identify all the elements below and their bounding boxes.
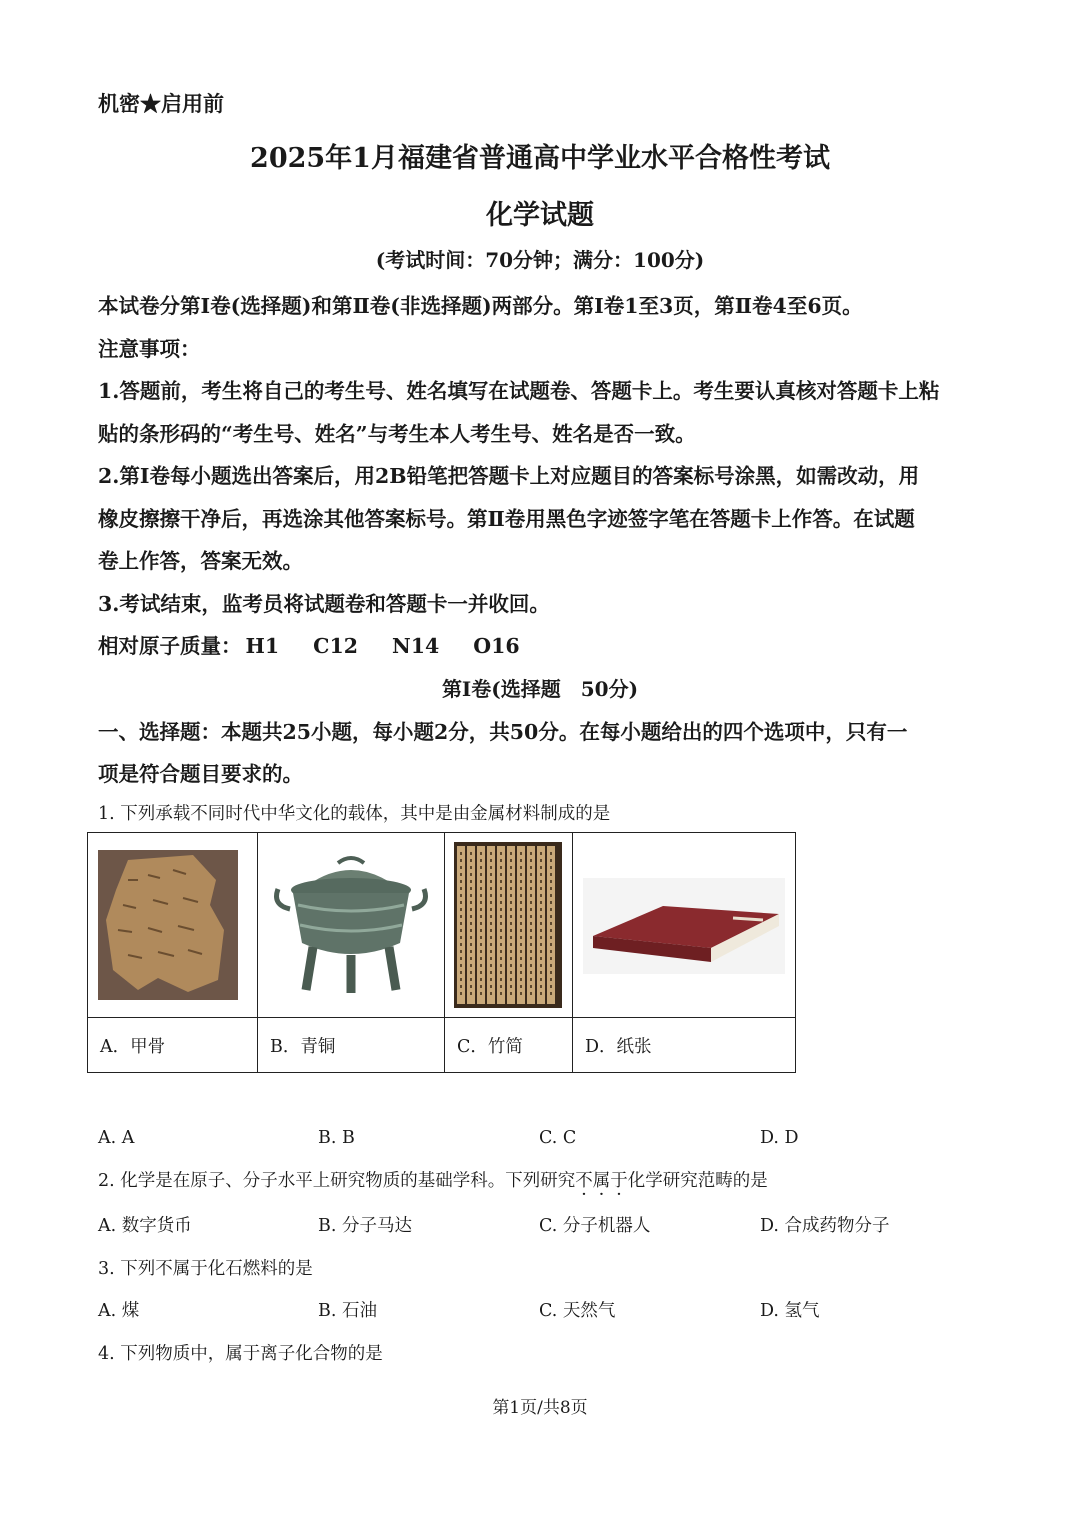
section-1-title: 第Ⅰ卷(选择题 50分) bbox=[441, 677, 639, 701]
notice-3: 3.考试结束，监考员将试题卷和答题卡一并收回。 bbox=[98, 592, 550, 616]
question-1-stem: 1. 下列承载不同时代中华文化的载体，其中是由金属材料制成的是 bbox=[98, 804, 611, 824]
confidential-label: 机密★启用前 bbox=[98, 91, 224, 116]
q3-option-b: B. 石油 bbox=[318, 1301, 377, 1321]
section-1-instructions-1: 一、选择题：本题共25小题，每小题2分，共50分。在每小题给出的四个选项中，只有一 bbox=[98, 720, 908, 744]
oracle-bone-image bbox=[98, 850, 238, 1000]
table-label-a: A．甲骨 bbox=[88, 1018, 258, 1073]
table-label-c: C．竹简 bbox=[445, 1018, 573, 1073]
notice-2-line-1: 2.第Ⅰ卷每小题选出答案后，用2B铅笔把答题卡上对应题目的答案标号涂黑，如需改动，用 bbox=[98, 464, 920, 488]
page-footer: 第1页/共8页 bbox=[492, 1398, 588, 1418]
mass-n: N14 bbox=[391, 634, 440, 658]
mass-o: O16 bbox=[473, 634, 520, 658]
mass-h: H1 bbox=[245, 634, 280, 658]
section-1-instructions-2: 项是符合题目要求的。 bbox=[98, 762, 303, 786]
exam-title: 2025年1月福建省普通高中学业水平合格性考试 bbox=[250, 143, 830, 174]
notice-1-line-2: 贴的条形码的“考生号、姓名”与考生本人考生号、姓名是否一致。 bbox=[98, 422, 696, 446]
notice-1-line-1: 1.答题前，考生将自己的考生号、姓名填写在试题卷、答题卡上。考生要认真核对答题卡上粘 bbox=[98, 379, 940, 403]
bronze-cell bbox=[258, 833, 445, 1018]
book-image bbox=[583, 878, 785, 974]
paper-structure: 本试卷分第Ⅰ卷(选择题)和第Ⅱ卷(非选择题)两部分。第Ⅰ卷1至3页，第Ⅱ卷4至6页。 bbox=[98, 294, 863, 318]
q1-option-c: C. C bbox=[539, 1128, 577, 1148]
notice-2-line-3: 卷上作答，答案无效。 bbox=[98, 549, 303, 573]
q1-option-d: D. D bbox=[760, 1128, 799, 1148]
subject-title: 化学试题 bbox=[486, 200, 594, 231]
q2-emphasis-char-3: 于 bbox=[610, 1171, 628, 1191]
q2-emphasis-char-2: 属 bbox=[592, 1171, 611, 1191]
q2-option-d: D. 合成药物分子 bbox=[760, 1216, 890, 1236]
question-3-stem: 3. 下列不属于化石燃料的是 bbox=[98, 1259, 313, 1279]
oracle-bone-cell bbox=[88, 833, 258, 1018]
q3-option-c: C. 天然气 bbox=[539, 1301, 616, 1321]
question-1-table bbox=[87, 832, 796, 1073]
atomic-masses bbox=[98, 629, 554, 659]
bamboo-slips-cell bbox=[445, 833, 573, 1018]
bamboo-slips-image bbox=[454, 842, 562, 1008]
mass-c: C12 bbox=[313, 634, 358, 658]
q2-emphasis-char-1: 不 bbox=[575, 1171, 593, 1191]
q2-stem-end: 化学研究范畴的是 bbox=[627, 1171, 768, 1191]
q2-stem-start: 2. 化学是在原子、分子水平上研究物质的基础学科。下列研究 bbox=[98, 1171, 576, 1191]
q2-option-c: C. 分子机器人 bbox=[539, 1216, 651, 1236]
notice-title: 注意事项： bbox=[98, 337, 201, 361]
q3-option-d: D. 氢气 bbox=[760, 1301, 820, 1321]
q1-option-a: A. A bbox=[98, 1128, 135, 1148]
paper-book-cell bbox=[573, 833, 796, 1018]
bronze-ding-image bbox=[268, 855, 434, 995]
atomic-mass-label: 相对原子质量： bbox=[98, 634, 242, 658]
question-2-stem bbox=[98, 1167, 768, 1192]
notice-2-line-2: 橡皮擦擦干净后，再选涂其他答案标号。第Ⅱ卷用黑色字迹签字笔在答题卡上作答。在试题 bbox=[98, 507, 915, 531]
table-label-d: D．纸张 bbox=[573, 1018, 796, 1073]
q3-option-a: A. 煤 bbox=[98, 1301, 140, 1321]
exam-info: (考试时间：70分钟；满分：100分) bbox=[375, 248, 705, 272]
q2-option-a: A. 数字货币 bbox=[98, 1216, 192, 1236]
table-label-b: B．青铜 bbox=[258, 1018, 445, 1073]
q2-option-b: B. 分子马达 bbox=[318, 1216, 412, 1236]
question-4-stem: 4. 下列物质中，属于离子化合物的是 bbox=[98, 1344, 383, 1364]
q1-option-b: B. B bbox=[318, 1128, 355, 1148]
